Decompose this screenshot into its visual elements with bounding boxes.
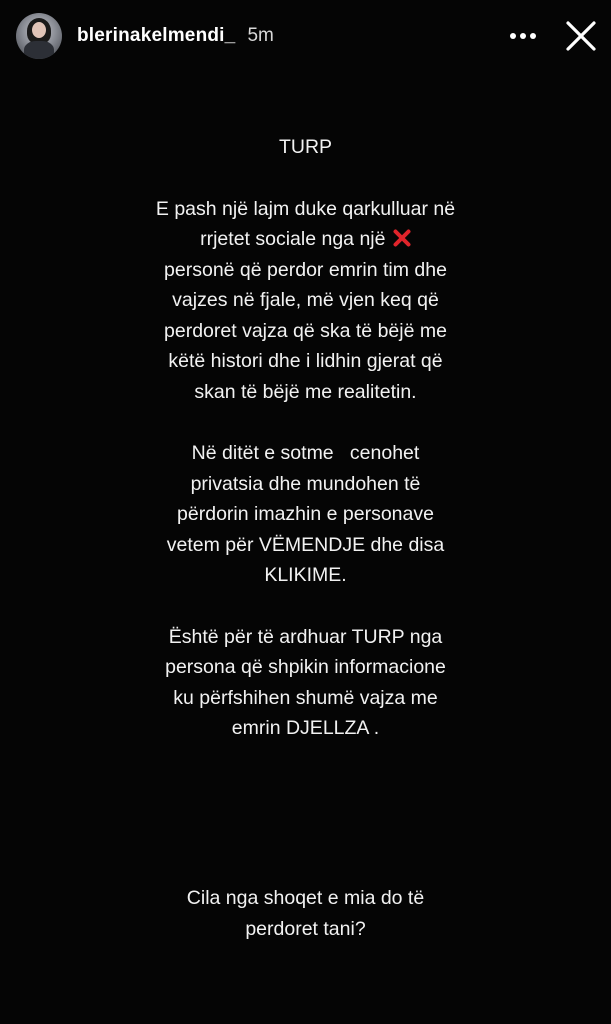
- username-link[interactable]: blerinakelmendi_: [77, 25, 236, 46]
- close-button[interactable]: [561, 16, 601, 56]
- cross-mark-icon: [393, 229, 411, 247]
- story-text: [60, 132, 551, 775]
- paragraph-1: E pash një lajm duke qarkulluar në rrjetet sociale nga një personë që perdor emrin tim dhe vajzes në fjale, më vjen keq që perdoret vajza që ska të bëjë me këtë histori dhe i lidhin gjerat që skan të bëjë me realitetin.: [155, 197, 456, 403]
- paragraph-2: Në ditët e sotme cenohet privatsia dhe mundohen të përdorin imazhin e personave vetem për VËMENDJE dhe disa KLIKIME.: [166, 442, 445, 586]
- story-title: TURP: [278, 136, 333, 158]
- story-header: [16, 10, 601, 62]
- more-horizontal-icon: [510, 32, 536, 40]
- more-options-button[interactable]: [503, 16, 543, 56]
- story-timestamp: 5m: [247, 25, 274, 46]
- paragraph-3: Është për të ardhuar TURP nga persona që shpikin informacione ku përfshihen shumë vajza me emrin DJELLZA .: [165, 625, 446, 739]
- close-icon: [566, 21, 596, 51]
- avatar[interactable]: [16, 13, 62, 59]
- closing-question: Cila nga shoqet e mia do të perdoret tani?: [186, 887, 425, 940]
